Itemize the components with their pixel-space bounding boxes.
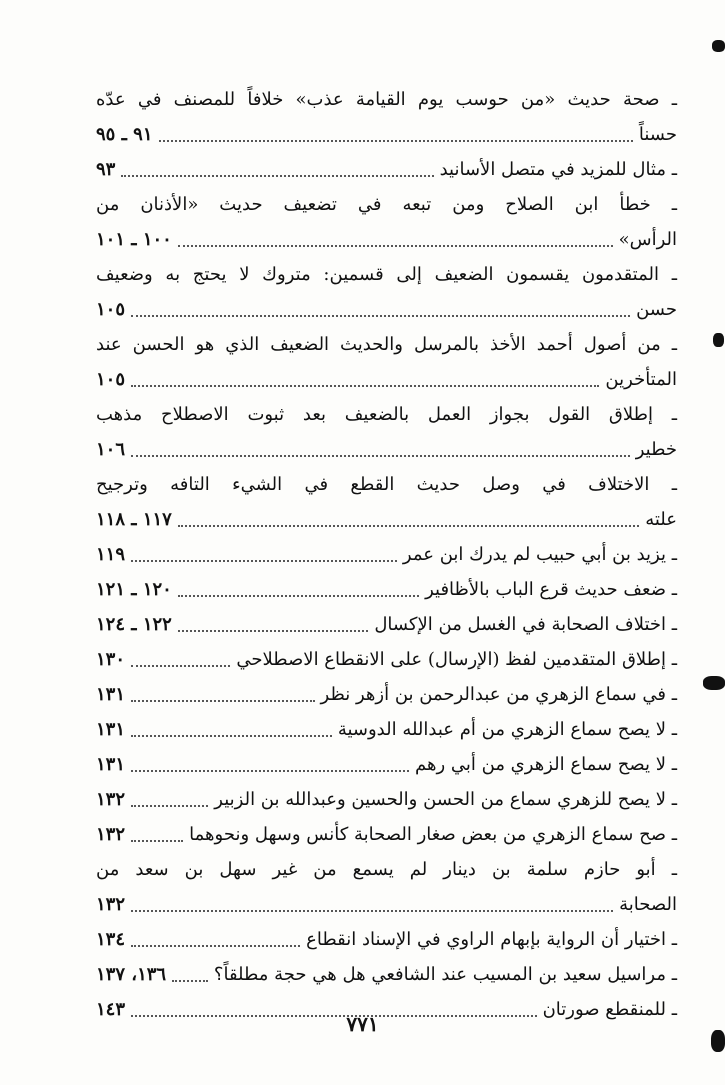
dot-leader <box>131 734 332 737</box>
toc-page-number: ١٠٥ <box>96 299 126 320</box>
toc-entry-title: الصحابة <box>619 894 677 915</box>
dot-leader <box>159 139 633 142</box>
toc-entry-title: ـ يزيد بن أبي حبيب لم يدرك ابن عمر <box>402 544 677 565</box>
toc-line <box>96 467 677 502</box>
toc-page-number: ١٣٠ <box>96 649 126 670</box>
dot-leader <box>172 979 208 982</box>
toc-entry <box>96 82 677 152</box>
toc-line <box>96 257 677 292</box>
toc-line <box>96 362 677 397</box>
toc-line <box>96 432 677 467</box>
dot-leader <box>131 384 599 387</box>
toc-entry-title: حسن <box>636 299 677 320</box>
dot-leader <box>131 839 183 842</box>
toc-line <box>96 572 677 607</box>
dot-leader <box>131 314 630 317</box>
toc-line <box>96 677 677 712</box>
dot-leader <box>121 174 433 177</box>
toc-entry <box>96 572 677 607</box>
toc-entry-title: ـ صحة حديث «من حوسب يوم القيامة عذب» خلافاً للمصنف في عدّه <box>96 89 677 110</box>
toc-line <box>96 327 677 362</box>
toc-entry-title: ـ لا يصح للزهري سماع من الحسن والحسين وعبدالله بن الزبير <box>214 789 677 810</box>
toc-line <box>96 222 677 257</box>
toc-entry <box>96 257 677 327</box>
toc-entry-title: ـ للمنقطع صورتان <box>542 999 677 1020</box>
dot-leader <box>131 454 630 457</box>
toc-entry-title: ـ ضعف حديث قرع الباب بالأظافير <box>425 579 677 600</box>
toc-line <box>96 852 677 887</box>
toc-page-number: ١٣٢ <box>96 824 126 845</box>
toc-line <box>96 292 677 327</box>
toc-entry <box>96 782 677 817</box>
dot-leader <box>131 804 208 807</box>
toc-page-number: ١٠٠ ـ ١٠١ <box>96 229 172 250</box>
toc-page-number: ١٣٦، ١٣٧ <box>96 964 167 985</box>
toc-entry-title: خطير <box>635 439 677 460</box>
toc-entry <box>96 817 677 852</box>
toc-line <box>96 397 677 432</box>
toc-entry-title: حسناً <box>638 124 677 145</box>
dot-leader <box>178 244 613 247</box>
toc-entry-title: ـ أبو حازم سلمة بن دينار لم يسمع من غير سهل بن سعد من <box>96 859 677 880</box>
toc-entry-title: الرأس» <box>618 229 677 250</box>
toc-entry-title: ـ صح سماع الزهري من بعض صغار الصحابة كأنس وسهل ونحوهما <box>189 824 677 845</box>
toc-entry-title: علته <box>645 509 677 530</box>
dot-leader <box>178 629 368 632</box>
toc-entry <box>96 712 677 747</box>
toc-page-number: ١٣١ <box>96 684 126 705</box>
toc-line <box>96 537 677 572</box>
toc-entry <box>96 537 677 572</box>
dot-leader <box>131 664 230 667</box>
toc-page-number: ١١٧ ـ ١١٨ <box>96 509 172 530</box>
toc-page-number: ٩٣ <box>96 159 116 180</box>
toc-entry <box>96 747 677 782</box>
toc-entry <box>96 642 677 677</box>
toc-line <box>96 922 677 957</box>
toc-entry <box>96 957 677 992</box>
toc-entry-title: ـ مثال للمزيد في متصل الأسانيد <box>439 159 677 180</box>
toc-entry-title: ـ لا يصح سماع الزهري من أم عبدالله الدوسية <box>337 719 677 740</box>
toc-entry <box>96 607 677 642</box>
toc-entry <box>96 852 677 922</box>
toc-entry-title: ـ من أصول أحمد الأخذ بالمرسل والحديث الضعيف الذي هو الحسن عند <box>96 334 677 355</box>
dot-leader <box>131 909 613 912</box>
toc-entry <box>96 187 677 257</box>
toc-page-number: ١٠٦ <box>96 439 126 460</box>
toc-line <box>96 117 677 152</box>
dot-leader <box>178 594 419 597</box>
toc-entry <box>96 397 677 467</box>
toc-page-number: ١٢٠ ـ ١٢١ <box>96 579 172 600</box>
toc-entry <box>96 152 677 187</box>
toc-page-number: ١٤٣ <box>96 999 126 1020</box>
toc-entry <box>96 467 677 537</box>
toc-entry-title: ـ في سماع الزهري من عبدالرحمن بن أزهر نظر <box>320 684 677 705</box>
toc-line <box>96 82 677 117</box>
toc-line <box>96 817 677 852</box>
dot-leader <box>131 559 397 562</box>
scan-ink-mark <box>713 333 724 347</box>
toc-line <box>96 712 677 747</box>
toc-page-number: ١٢٢ ـ ١٢٤ <box>96 614 172 635</box>
toc-page-number: ١٣٢ <box>96 894 126 915</box>
toc-entry-title: ـ خطأ ابن الصلاح ومن تبعه في تضعيف حديث «الأذنان من <box>96 194 677 215</box>
page-number: ٧٧١ <box>346 1012 379 1036</box>
toc-line <box>96 782 677 817</box>
toc-line <box>96 957 677 992</box>
toc-line <box>96 502 677 537</box>
table-of-contents <box>96 82 677 1027</box>
toc-page-number: ١٣١ <box>96 719 126 740</box>
dot-leader <box>131 769 409 772</box>
toc-entry <box>96 327 677 397</box>
toc-entry-title: ـ اختلاف الصحابة في الغسل من الإكسال <box>374 614 677 635</box>
toc-page-number: ١١٩ <box>96 544 126 565</box>
toc-page-number: ١٣٢ <box>96 789 126 810</box>
toc-page-number: ١٣٤ <box>96 929 126 950</box>
toc-entry-title: ـ مراسيل سعيد بن المسيب عند الشافعي هل هي حجة مطلقاً؟ <box>213 964 677 985</box>
toc-entry <box>96 922 677 957</box>
scan-ink-mark <box>703 676 725 690</box>
dot-leader <box>131 699 315 702</box>
toc-line <box>96 152 677 187</box>
dot-leader <box>178 524 639 527</box>
toc-entry-title: ـ إطلاق المتقدمين لفظ (الإرسال) على الانقطاع الاصطلاحي <box>236 649 677 670</box>
toc-page-number: ١٣١ <box>96 754 126 775</box>
toc-line <box>96 187 677 222</box>
toc-entry-title: ـ إطلاق القول بجواز العمل بالضعيف بعد ثبوت الاصطلاح مذهب <box>96 404 677 425</box>
toc-line <box>96 642 677 677</box>
dot-leader <box>131 944 300 947</box>
scan-ink-mark <box>711 1030 725 1052</box>
toc-entry-title: ـ لا يصح سماع الزهري من أبي رهم <box>415 754 677 775</box>
toc-page-number: ٩١ ـ ٩٥ <box>96 124 153 145</box>
toc-entry-title: ـ الاختلاف في وصل حديث القطع في الشيء التافه وترجيح <box>96 474 677 495</box>
toc-line <box>96 607 677 642</box>
toc-entry-title: ـ المتقدمون يقسمون الضعيف إلى قسمين: متروك لا يحتج به وضعيف <box>96 264 677 285</box>
toc-entry <box>96 677 677 712</box>
toc-entry-title: ـ اختيار أن الرواية بإبهام الراوي في الإسناد انقطاع <box>306 929 677 950</box>
scan-ink-mark <box>712 40 725 52</box>
toc-page-number: ١٠٥ <box>96 369 126 390</box>
toc-entry-title: المتأخرين <box>605 369 677 390</box>
toc-line <box>96 887 677 922</box>
toc-line <box>96 747 677 782</box>
